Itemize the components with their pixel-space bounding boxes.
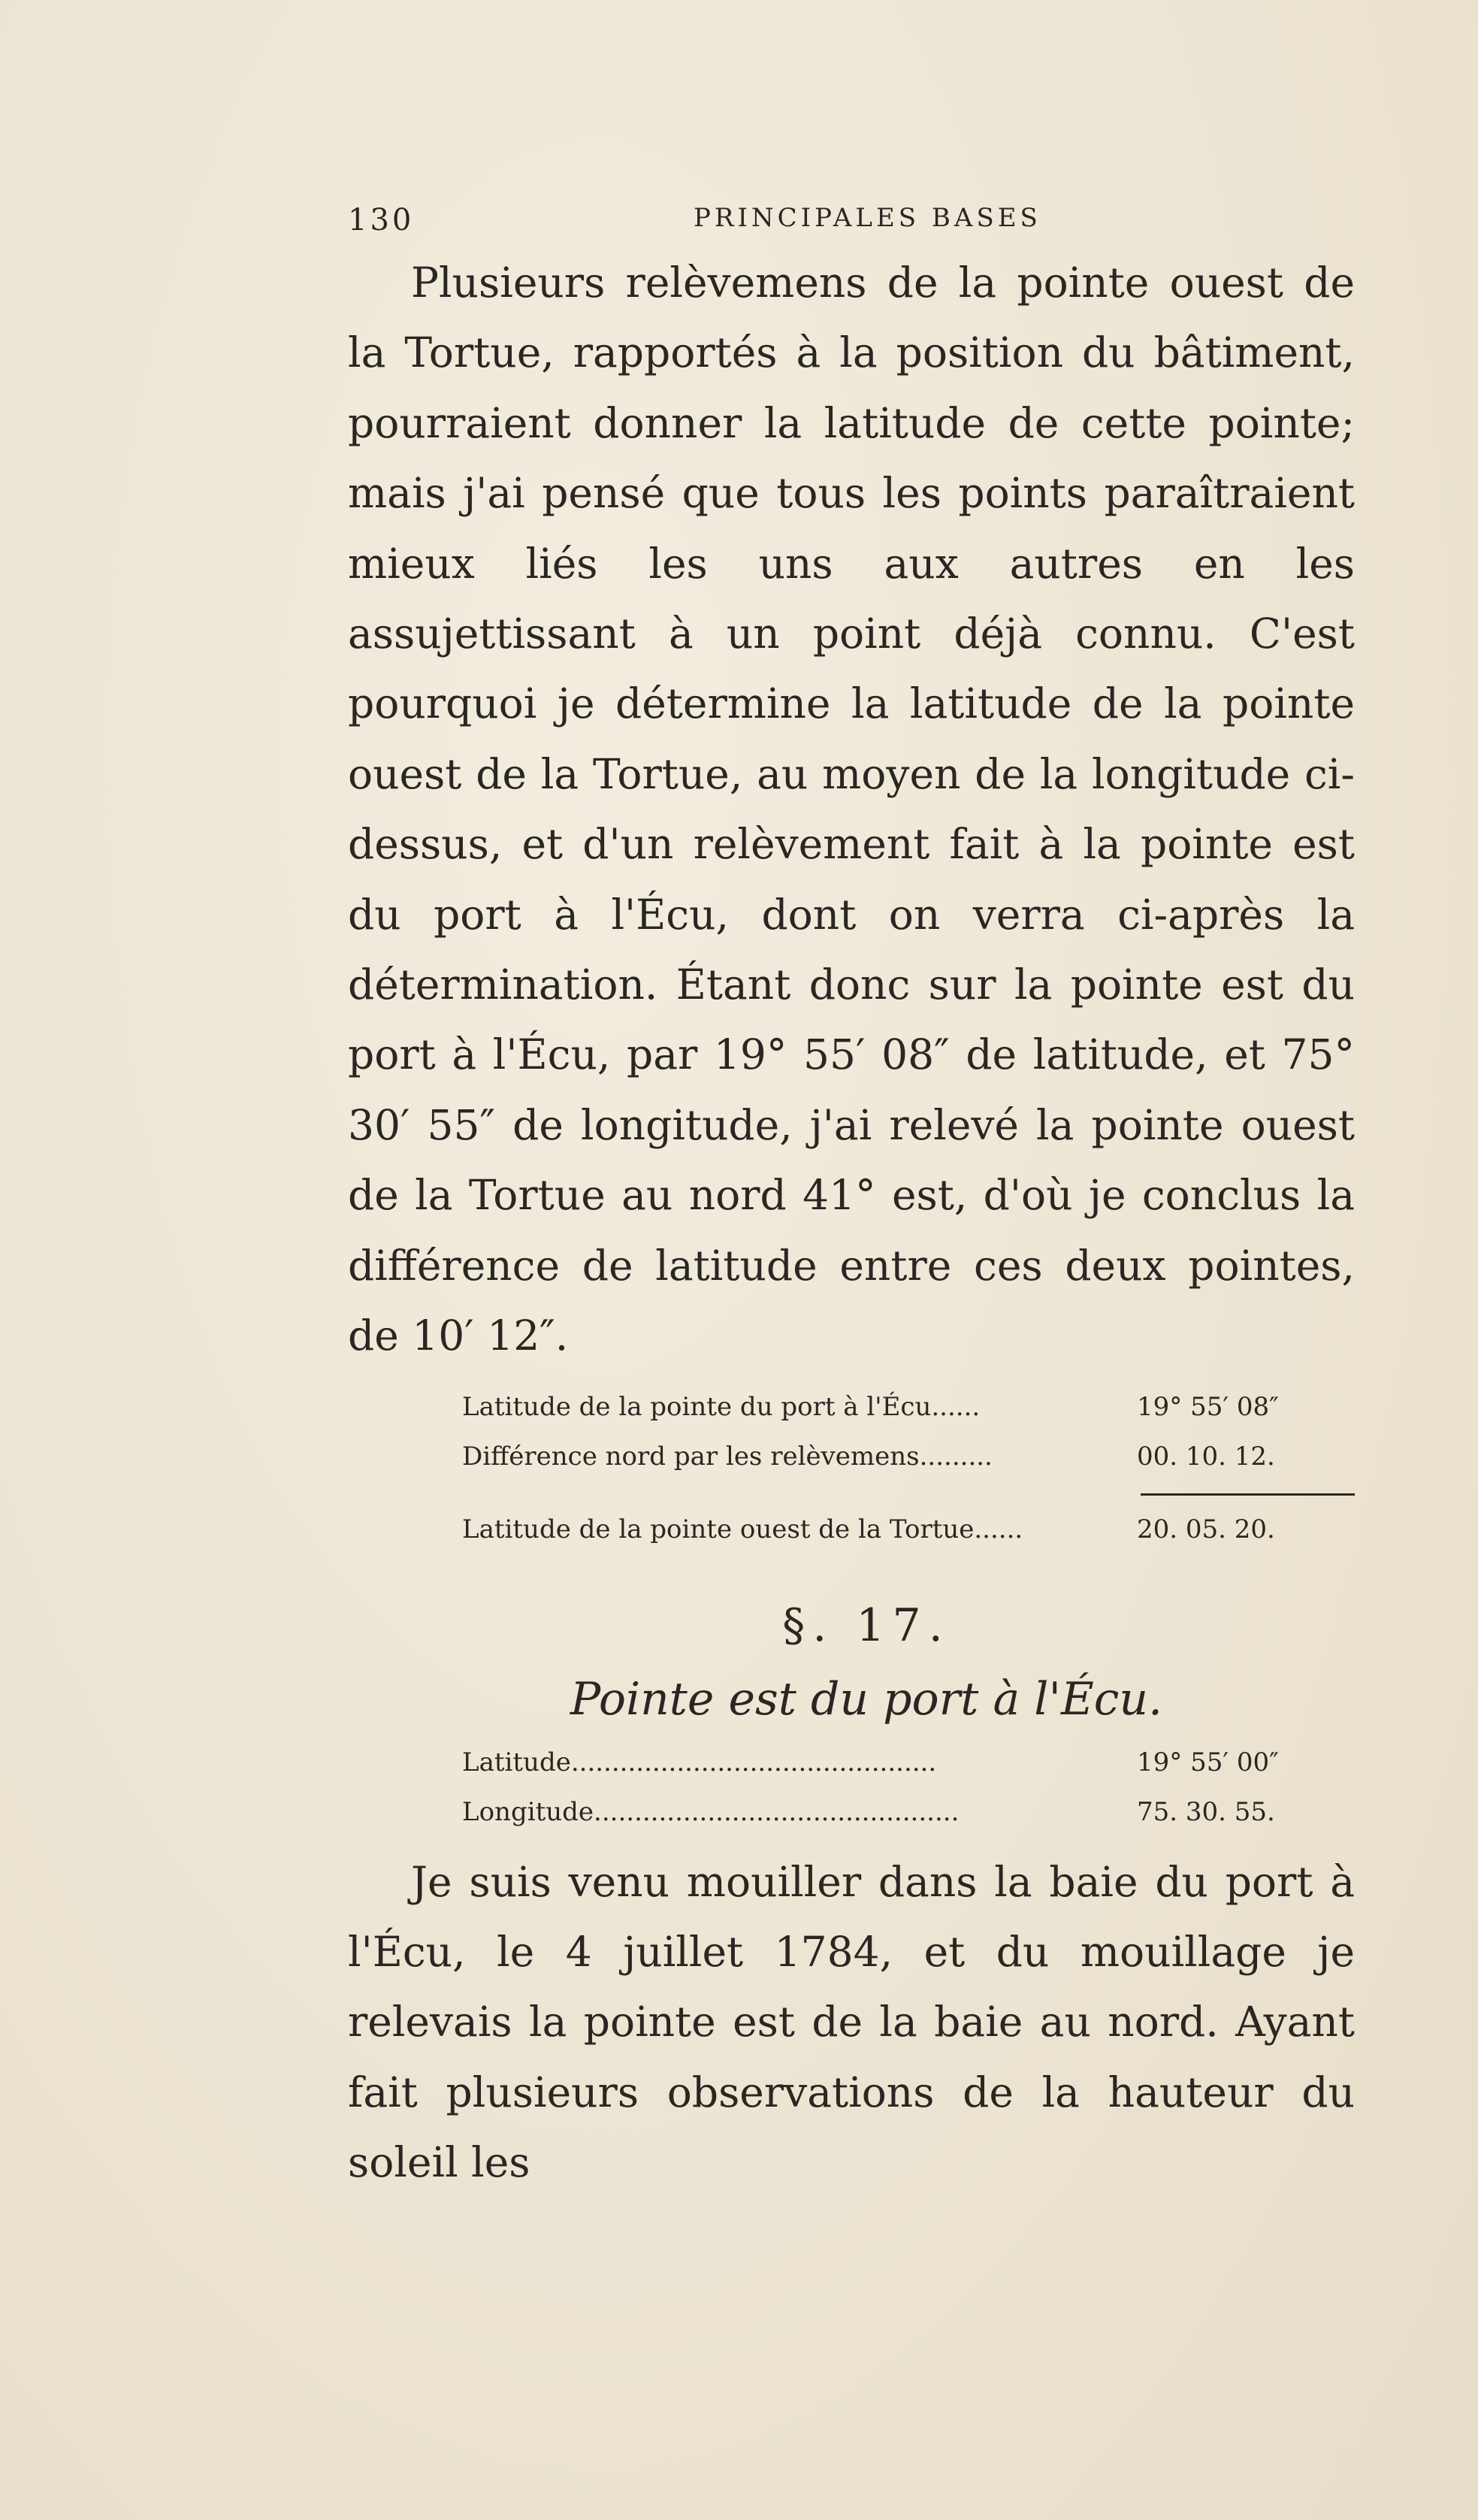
calc-label: Différence nord par les relèvemens......... — [462, 1441, 993, 1472]
calc-row — [462, 1505, 1355, 1554]
coordinates-table — [348, 1738, 1355, 1837]
calc-row — [462, 1432, 1355, 1481]
coord-row — [462, 1738, 1355, 1787]
paragraph-1: Plusieurs relèvemens de la pointe ouest de la Tortue, rapportés à la position du bâtiment, pourraient donner la latitude de cette pointe; mais j'ai pensé que tous les points paraîtraient mieux liés les uns aux autres en les assujettissant à un point déjà connu. C'est pourquoi je détermine la latitude de la pointe ouest de la Tortue, au moyen de la longitude ci-dessus, et d'un relèvement fait à la pointe est du port à l'Écu, dont on verra ci-après la détermination. Étant donc sur la pointe est du port à l'Écu, par 19° 55′ 08″ de latitude, et 75° 30′ 55″ de longitude, j'ai relevé la pointe ouest de la Tortue au nord 41° est, d'où je conclus la différence de latitude entre ces deux pointes, de 10′ 12″. — [348, 259, 1355, 1360]
coord-row — [462, 1787, 1355, 1837]
calc-label: Latitude de la pointe ouest de la Tortue...... — [462, 1514, 1023, 1544]
section-number: §. 17. — [782, 1599, 951, 1652]
page — [348, 203, 1355, 2198]
calc-row — [462, 1382, 1355, 1432]
latitude-calculation — [348, 1382, 1355, 1554]
coord-value: 19° 55′ 00″ — [1137, 1747, 1279, 1777]
coord-value: 75. 30. 55. — [1137, 1796, 1275, 1827]
coord-label: Longitude............................................. — [462, 1796, 960, 1827]
calc-value: 19° 55′ 08″ — [1137, 1391, 1279, 1422]
calc-label: Latitude de la pointe du port à l'Écu...... — [462, 1391, 981, 1422]
section-title: Pointe est du port à l'Écu. — [570, 1672, 1163, 1726]
coord-label: Latitude............................................. — [462, 1747, 937, 1777]
running-title: PRINCIPALES BASES — [694, 203, 1041, 233]
running-head — [348, 203, 1355, 248]
calc-value: 20. 05. 20. — [1137, 1514, 1275, 1544]
page-number: 130 — [348, 203, 415, 237]
calc-value: 00. 10. 12. — [1137, 1441, 1275, 1472]
sum-rule — [1141, 1493, 1355, 1496]
paragraph-2: Je suis venu mouiller dans la baie du port à l'Écu, le 4 juillet 1784, et du mouillage je relevais la pointe est de la baie au nord. Ayant fait plusieurs observations de la hauteur du soleil les — [348, 1857, 1355, 2187]
